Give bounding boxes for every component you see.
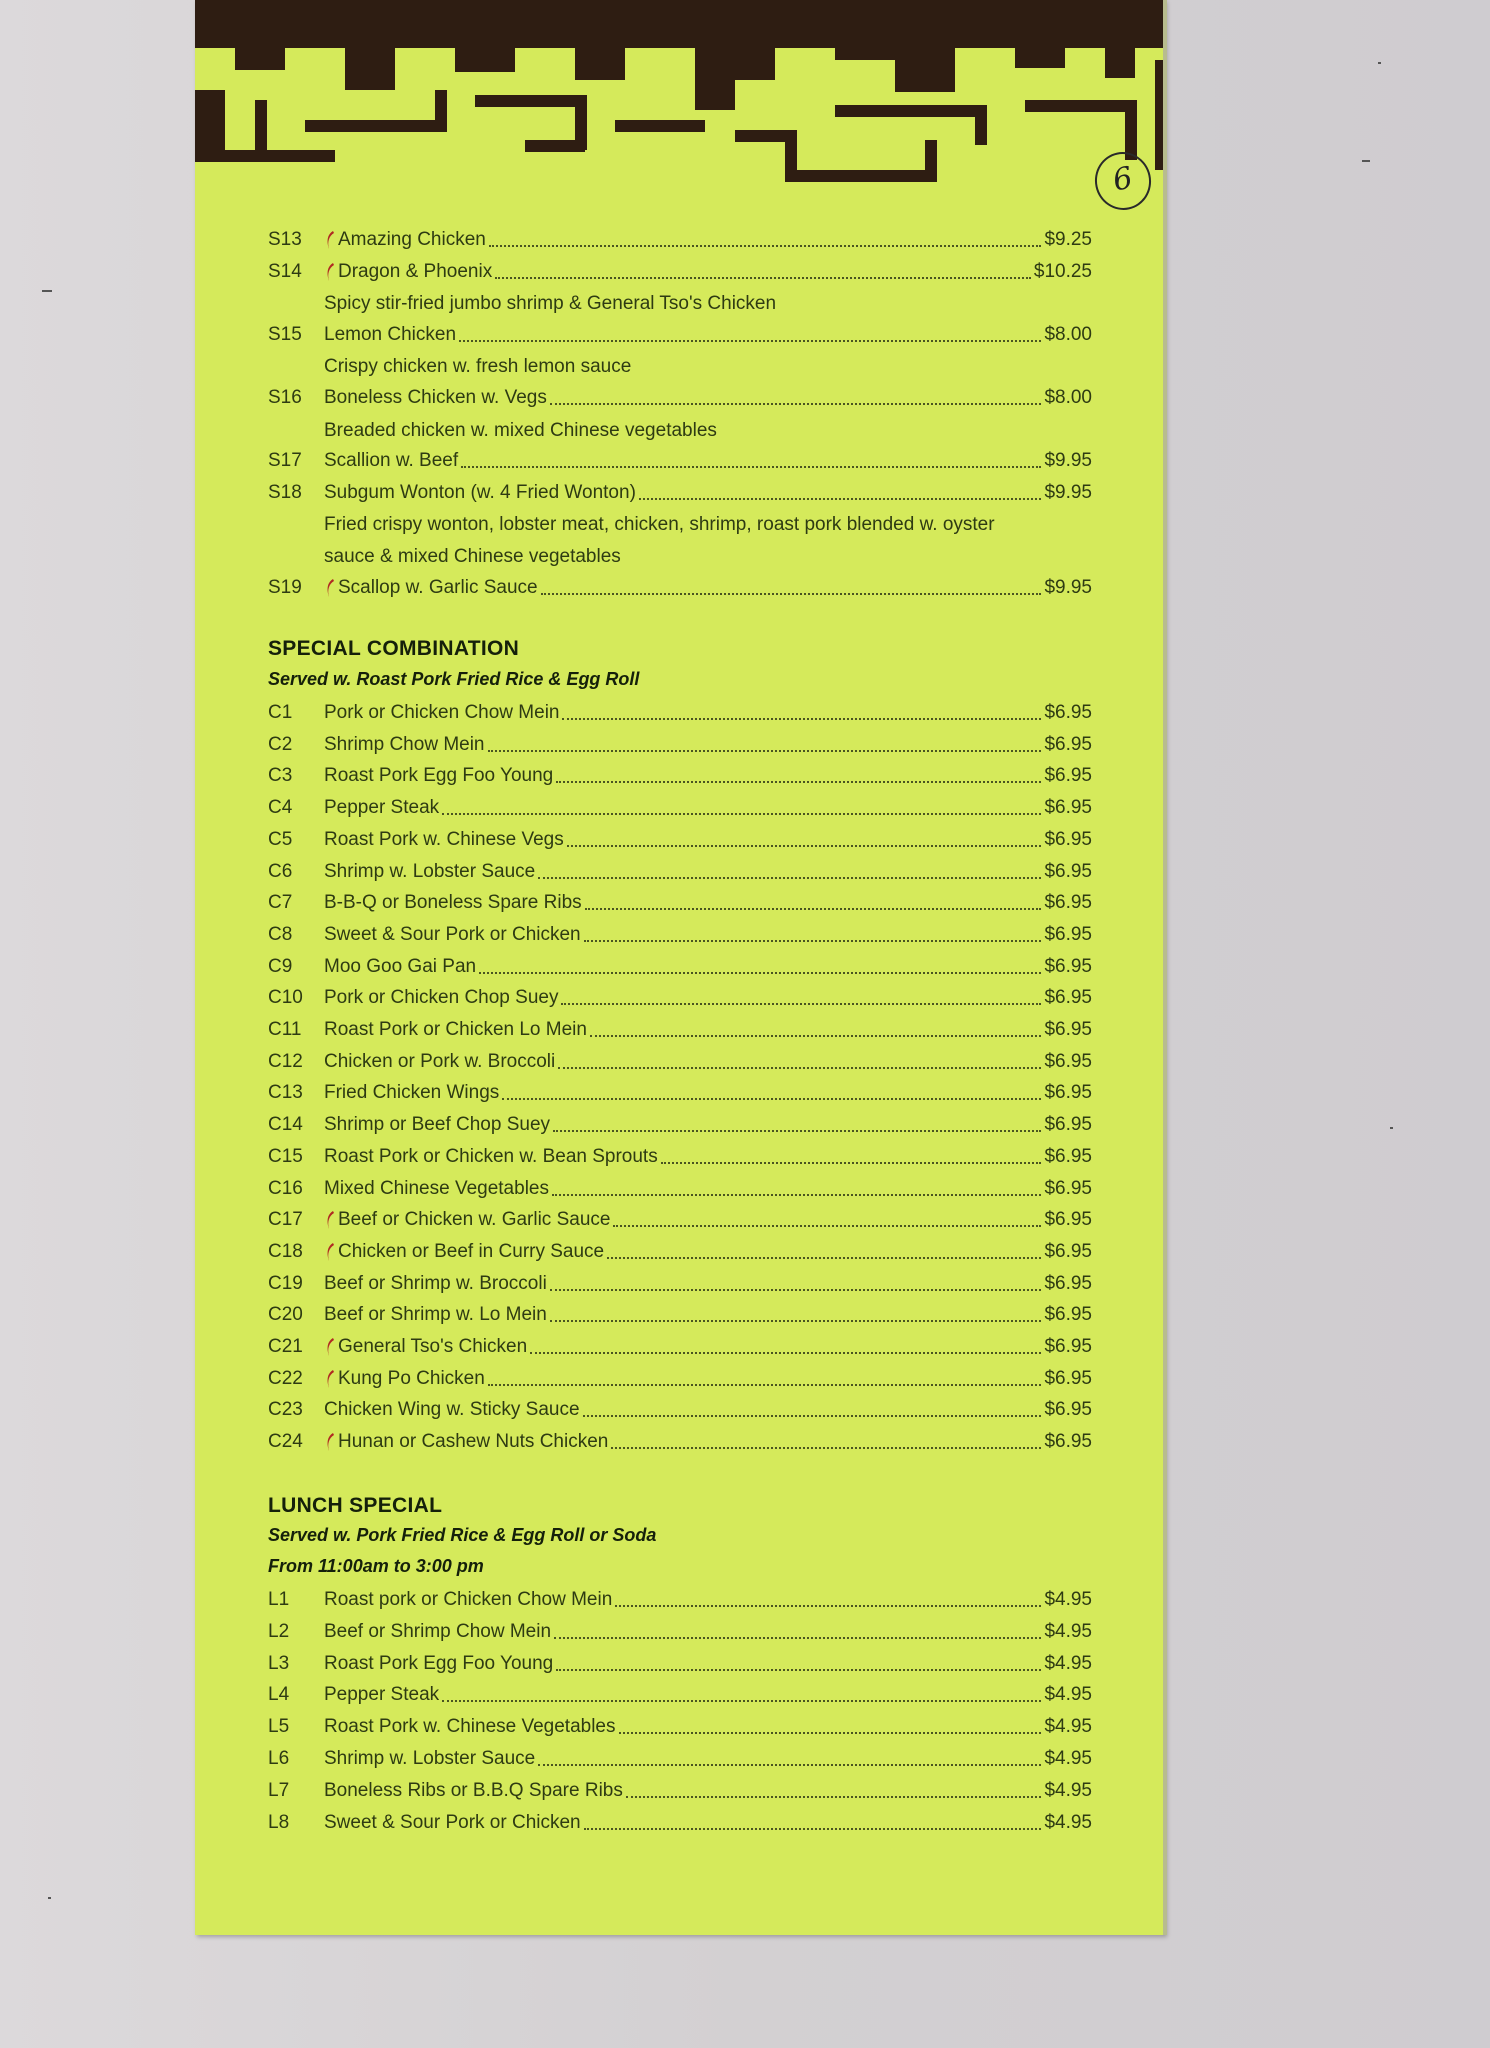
item-name: Roast Pork or Chicken Lo Mein <box>324 1019 587 1040</box>
item-name: Roast Pork Egg Foo Young <box>324 765 554 787</box>
item-code: L5 <box>268 1716 290 1738</box>
item-name: Boneless Chicken w. Vegs <box>324 387 547 408</box>
item-price: $10.25 <box>1033 260 1092 282</box>
item-name: Beef or Shrimp w. Broccoli <box>324 1272 547 1294</box>
item-code: C10 <box>268 987 303 1009</box>
item-name: Scallion w. Beef <box>324 450 459 472</box>
combination-subtitle: Served w. Roast Pork Fried Rice & Egg Roll <box>268 669 640 689</box>
item-price: $6.95 <box>1044 860 1092 882</box>
item-name: Chicken or Beef in Curry Sauce <box>338 1240 605 1262</box>
item-price: $6.95 <box>1044 892 1092 914</box>
item-name: Mixed Chinese Vegetables <box>324 1177 549 1199</box>
item-price: $6.95 <box>1044 1145 1092 1167</box>
item-code: S16 <box>268 387 302 408</box>
lunch-subtitle: Served w. Pork Fried Rice & Egg Roll or Soda <box>268 1525 657 1545</box>
item-code: C1 <box>268 702 293 723</box>
item-description: Breaded chicken w. mixed Chinese vegetables <box>324 419 717 441</box>
item-code: C22 <box>268 1367 303 1389</box>
item-price: $6.95 <box>1044 923 1092 945</box>
item-price: $4.95 <box>1044 1652 1092 1674</box>
item-name: Beef or Shrimp w. Lo Mein <box>324 1304 547 1326</box>
item-name: Amazing Chicken <box>338 229 486 250</box>
item-price: $6.95 <box>1044 1272 1092 1294</box>
item-name: Sweet & Sour Pork or Chicken <box>324 1811 581 1833</box>
item-price: $6.95 <box>1044 1240 1092 1262</box>
item-name: General Tso's Chicken <box>338 1336 528 1357</box>
item-price: $6.95 <box>1044 1431 1092 1453</box>
item-price: $6.95 <box>1044 1399 1092 1421</box>
item-code: S17 <box>268 450 302 472</box>
item-price: $6.95 <box>1044 797 1092 819</box>
item-name: Pork or Chicken Chow Mein <box>324 702 560 723</box>
item-name: Hunan or Cashew Nuts Chicken <box>338 1431 609 1453</box>
item-name: Roast Pork or Chicken w. Bean Sprouts <box>324 1145 658 1167</box>
item-code: C23 <box>268 1399 303 1421</box>
item-code: L4 <box>268 1684 290 1706</box>
item-price: $8.00 <box>1044 387 1092 408</box>
item-price: $6.95 <box>1044 1114 1092 1136</box>
item-price: $6.95 <box>1044 1304 1092 1326</box>
item-price: $8.00 <box>1044 323 1092 345</box>
item-price: $6.95 <box>1044 1050 1092 1072</box>
item-name: Pepper Steak <box>324 797 440 819</box>
item-code: C12 <box>268 1050 303 1072</box>
item-code: C21 <box>268 1336 303 1357</box>
item-code: C24 <box>268 1431 303 1453</box>
page-edge <box>1163 0 1167 1935</box>
menu-page <box>195 0 1165 1935</box>
item-price: $4.95 <box>1044 1779 1092 1801</box>
item-price: $6.95 <box>1044 1367 1092 1389</box>
item-price: $6.95 <box>1044 987 1092 1009</box>
item-price: $6.95 <box>1044 1336 1092 1357</box>
item-price: $9.95 <box>1044 576 1092 598</box>
item-code: C9 <box>268 955 293 977</box>
lunch-hours: From 11:00am to 3:00 pm <box>268 1556 484 1576</box>
item-price: $4.95 <box>1044 1748 1092 1769</box>
item-code: C17 <box>268 1209 303 1231</box>
item-name: Dragon & Phoenix <box>338 260 493 282</box>
lunch-title: LUNCH SPECIAL <box>268 1494 443 1517</box>
item-description: Fried crispy wonton, lobster meat, chicken, shrimp, roast pork blended w. oyster <box>324 514 995 536</box>
item-price: $6.95 <box>1044 1019 1092 1040</box>
item-code: C14 <box>268 1114 303 1136</box>
item-price: $6.95 <box>1044 702 1092 723</box>
item-price: $6.95 <box>1044 765 1092 787</box>
item-name: Roast Pork w. Chinese Vegs <box>324 828 564 850</box>
item-name: Fried Chicken Wings <box>324 1082 500 1104</box>
item-price: $6.95 <box>1044 733 1092 755</box>
item-code: C20 <box>268 1304 303 1326</box>
item-code: C7 <box>268 892 293 914</box>
item-name: Shrimp w. Lobster Sauce <box>324 860 536 882</box>
item-name: Roast Pork w. Chinese Vegetables <box>324 1716 616 1738</box>
item-description: Spicy stir-fried jumbo shrimp & General Tso's Chicken <box>324 293 777 315</box>
item-code: C19 <box>268 1272 303 1294</box>
item-name: Roast Pork Egg Foo Young <box>324 1652 554 1674</box>
item-code: C13 <box>268 1082 303 1104</box>
item-price: $4.95 <box>1044 1589 1092 1610</box>
item-description: sauce & mixed Chinese vegetables <box>324 546 621 567</box>
item-name: Subgum Wonton (w. 4 Fried Wonton) <box>324 481 636 503</box>
item-code: L2 <box>268 1620 290 1642</box>
item-name: Pepper Steak <box>324 1684 440 1706</box>
item-price: $9.25 <box>1044 229 1092 250</box>
item-code: S15 <box>268 323 302 345</box>
item-code: S18 <box>268 481 302 503</box>
item-price: $4.95 <box>1044 1620 1092 1642</box>
item-price: $4.95 <box>1044 1811 1092 1833</box>
fretwork-border-pattern <box>195 0 1165 200</box>
item-name: Chicken or Pork w. Broccoli <box>324 1050 556 1072</box>
item-price: $6.95 <box>1044 1209 1092 1231</box>
combination-title: SPECIAL COMBINATION <box>268 637 520 660</box>
item-code: L6 <box>268 1748 290 1769</box>
item-name: Beef or Shrimp Chow Mein <box>324 1620 552 1642</box>
item-price: $6.95 <box>1044 955 1092 977</box>
item-name: Lemon Chicken <box>324 323 457 345</box>
item-code: S13 <box>268 229 302 250</box>
item-name: Roast pork or Chicken Chow Mein <box>324 1589 613 1610</box>
item-code: S14 <box>268 260 302 282</box>
item-name: Scallop w. Garlic Sauce <box>338 576 538 598</box>
item-name: Shrimp w. Lobster Sauce <box>324 1748 536 1769</box>
page-number: 6 <box>1090 147 1157 215</box>
item-code: C5 <box>268 828 293 850</box>
item-price: $6.95 <box>1044 1177 1092 1199</box>
item-name: B-B-Q or Boneless Spare Ribs <box>324 892 582 914</box>
item-price: $4.95 <box>1044 1684 1092 1706</box>
item-code: C6 <box>268 860 293 882</box>
item-price: $6.95 <box>1044 828 1092 850</box>
item-price: $4.95 <box>1044 1716 1092 1738</box>
item-price: $9.95 <box>1044 481 1092 503</box>
item-code: L8 <box>268 1811 290 1833</box>
item-name: Moo Goo Gai Pan <box>324 955 477 977</box>
item-code: L1 <box>268 1589 290 1610</box>
item-name: Chicken Wing w. Sticky Sauce <box>324 1399 580 1421</box>
item-code: S19 <box>268 576 302 598</box>
item-name: Pork or Chicken Chop Suey <box>324 987 559 1009</box>
item-code: C11 <box>268 1019 302 1040</box>
item-code: C8 <box>268 923 293 945</box>
item-code: C4 <box>268 797 293 819</box>
item-code: C16 <box>268 1177 303 1199</box>
item-code: C18 <box>268 1240 303 1262</box>
item-name: Shrimp Chow Mein <box>324 733 485 755</box>
item-price: $6.95 <box>1044 1082 1092 1104</box>
item-description: Crispy chicken w. fresh lemon sauce <box>324 356 632 378</box>
item-name: Sweet & Sour Pork or Chicken <box>324 923 581 945</box>
item-code: C3 <box>268 765 293 787</box>
item-name: Shrimp or Beef Chop Suey <box>324 1114 551 1136</box>
item-name: Kung Po Chicken <box>338 1367 485 1389</box>
item-code: L3 <box>268 1652 290 1674</box>
item-name: Boneless Ribs or B.B.Q Spare Ribs <box>324 1779 623 1801</box>
item-code: C2 <box>268 733 293 755</box>
item-price: $9.95 <box>1044 450 1092 472</box>
item-code: C15 <box>268 1145 303 1167</box>
item-name: Beef or Chicken w. Garlic Sauce <box>338 1209 611 1231</box>
item-code: L7 <box>268 1779 290 1801</box>
